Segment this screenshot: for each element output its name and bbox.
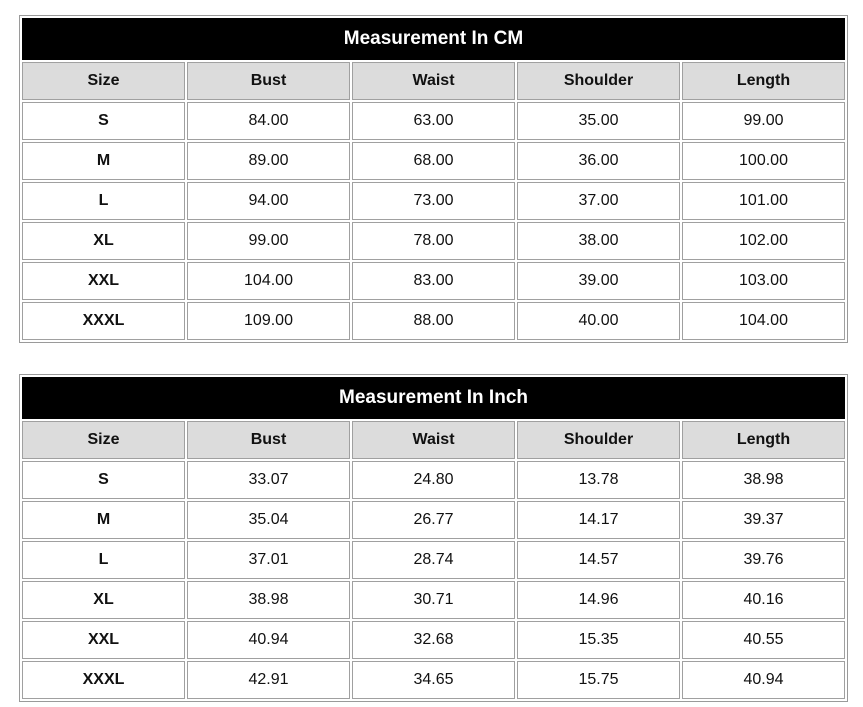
measurement-cell: 15.75: [517, 661, 680, 699]
column-header: Waist: [352, 62, 515, 100]
measurement-cell: 42.91: [187, 661, 350, 699]
column-header: Waist: [352, 421, 515, 459]
size-cell: XL: [22, 222, 185, 260]
measurement-cell: 32.68: [352, 621, 515, 659]
column-header: Bust: [187, 62, 350, 100]
measurement-cell: 101.00: [682, 182, 845, 220]
measurement-cell: 33.07: [187, 461, 350, 499]
measurement-cell: 102.00: [682, 222, 845, 260]
measurement-cell: 26.77: [352, 501, 515, 539]
measurement-cell: 38.00: [517, 222, 680, 260]
table-row: [22, 262, 845, 300]
measurement-cell: 94.00: [187, 182, 350, 220]
measurement-cell: 88.00: [352, 302, 515, 340]
column-header: Size: [22, 421, 185, 459]
table-row: [22, 621, 845, 659]
measurement-cell: 63.00: [352, 102, 515, 140]
measurement-cell: 68.00: [352, 142, 515, 180]
table-title-row: [22, 18, 845, 60]
size-chart-table-inch: [19, 374, 848, 702]
table-row: [22, 461, 845, 499]
size-cell: M: [22, 501, 185, 539]
size-cell: S: [22, 102, 185, 140]
measurement-cell: 24.80: [352, 461, 515, 499]
size-cell: L: [22, 541, 185, 579]
table-row: [22, 501, 845, 539]
measurement-cell: 37.01: [187, 541, 350, 579]
table-title-row: [22, 377, 845, 419]
table-title: Measurement In Inch: [22, 377, 845, 419]
size-cell: M: [22, 142, 185, 180]
measurement-cell: 40.55: [682, 621, 845, 659]
measurement-cell: 34.65: [352, 661, 515, 699]
measurement-cell: 14.57: [517, 541, 680, 579]
table-header-row: [22, 421, 845, 459]
measurement-cell: 40.00: [517, 302, 680, 340]
table-row: [22, 142, 845, 180]
size-cell: XL: [22, 581, 185, 619]
table-row: [22, 581, 845, 619]
measurement-cell: 104.00: [187, 262, 350, 300]
size-cell: L: [22, 182, 185, 220]
measurement-cell: 28.74: [352, 541, 515, 579]
measurement-cell: 30.71: [352, 581, 515, 619]
measurement-cell: 40.94: [682, 661, 845, 699]
column-header: Length: [682, 62, 845, 100]
measurement-cell: 109.00: [187, 302, 350, 340]
column-header: Shoulder: [517, 62, 680, 100]
table-row: [22, 222, 845, 260]
measurement-cell: 83.00: [352, 262, 515, 300]
measurement-cell: 39.00: [517, 262, 680, 300]
measurement-cell: 36.00: [517, 142, 680, 180]
measurement-cell: 99.00: [682, 102, 845, 140]
measurement-cell: 89.00: [187, 142, 350, 180]
measurement-cell: 40.94: [187, 621, 350, 659]
size-cell: XXXL: [22, 302, 185, 340]
column-header: Shoulder: [517, 421, 680, 459]
measurement-cell: 103.00: [682, 262, 845, 300]
measurement-cell: 84.00: [187, 102, 350, 140]
table-header-row: [22, 62, 845, 100]
measurement-cell: 73.00: [352, 182, 515, 220]
measurement-cell: 14.96: [517, 581, 680, 619]
table-row: [22, 102, 845, 140]
size-cell: XXL: [22, 621, 185, 659]
measurement-cell: 15.35: [517, 621, 680, 659]
measurement-cell: 37.00: [517, 182, 680, 220]
measurement-cell: 38.98: [187, 581, 350, 619]
measurement-cell: 104.00: [682, 302, 845, 340]
column-header: Size: [22, 62, 185, 100]
table-row: [22, 182, 845, 220]
column-header: Bust: [187, 421, 350, 459]
measurement-cell: 14.17: [517, 501, 680, 539]
size-cell: XXXL: [22, 661, 185, 699]
size-cell: XXL: [22, 262, 185, 300]
table-row: [22, 541, 845, 579]
measurement-cell: 40.16: [682, 581, 845, 619]
measurement-cell: 35.00: [517, 102, 680, 140]
measurement-cell: 38.98: [682, 461, 845, 499]
measurement-cell: 39.76: [682, 541, 845, 579]
table-row: [22, 302, 845, 340]
measurement-cell: 13.78: [517, 461, 680, 499]
measurement-cell: 99.00: [187, 222, 350, 260]
column-header: Length: [682, 421, 845, 459]
measurement-cell: 78.00: [352, 222, 515, 260]
measurement-cell: 35.04: [187, 501, 350, 539]
table-row: [22, 661, 845, 699]
measurement-cell: 39.37: [682, 501, 845, 539]
measurement-cell: 100.00: [682, 142, 845, 180]
size-cell: S: [22, 461, 185, 499]
size-chart-table-cm: [19, 15, 848, 343]
table-title: Measurement In CM: [22, 18, 845, 60]
